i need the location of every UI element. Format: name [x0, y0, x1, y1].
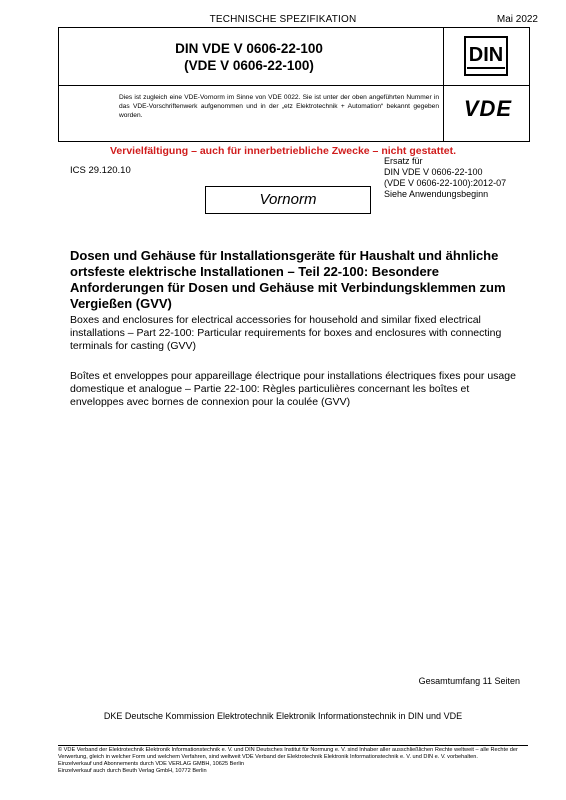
- header-box: [58, 27, 530, 142]
- din-logo: DIN: [464, 36, 508, 76]
- document-type-label: TECHNISCHE SPEZIFIKATION: [209, 14, 357, 25]
- total-pages: Gesamtumfang 11 Seiten: [418, 676, 520, 686]
- vde-notice: Dies ist zugleich eine VDE-Vornorm im Sinne von VDE 0022. Sie ist unter der oben angeführten Nummer in das VDE-Vorschriftenwerk aufgenommen und in der „etz Elektrotechnik + Automation“ bekannt gegeben worden.: [119, 94, 439, 119]
- sales-line: Einzelverkauf auch durch Beuth Verlag GmbH, 10772 Berlin: [58, 768, 207, 774]
- replacement-line: Ersatz für: [384, 156, 423, 166]
- copyright-footer: [58, 747, 528, 775]
- reproduction-notice: Vervielfältigung – auch für innerbetriebliche Zwecke – nicht gestattet.: [109, 145, 456, 157]
- standard-number: [119, 40, 379, 74]
- dke-line: DKE Deutsche Kommission Elektrotechnik Elektronik Informationstechnik in DIN und VDE: [103, 711, 463, 721]
- title-german: Dosen und Gehäuse für Installationsgeräte für Haushalt und ähnliche ortsfeste elektrische Installationen – Teil 22-100: Besondere Anforderungen für Dosen und Gehäuse mit Verbindungsklemmen zum Vergießen (GVV): [70, 248, 506, 311]
- doc-type-box: Vornorm: [205, 186, 371, 214]
- replacement-line: DIN VDE V 0606-22-100: [384, 167, 483, 177]
- publication-date: Mai 2022: [496, 14, 538, 25]
- title-french: Boîtes et enveloppes pour appareillage électrique pour installations électriques fixes pour usage domestique et analogue – Partie 22-100: Règles particulières concernant les boîtes et enveloppes avec bornes de connexion pour la coulée (GVV): [70, 370, 516, 408]
- copyright-text: © VDE Verband der Elektrotechnik Elektronik Informationstechnik e. V. und DIN Deutsches Institut für Normung e. V. sind Inhaber aller ausschließlichen Rechte weltweit – alle Rechte der Verwertung, gleich in welcher Form und welchem Verfahren, sind weltweit VDE Verband der Elektrotechnik Elektronik Informationstechnik e. V. und DIN e. V. vorbehalten.: [58, 747, 518, 760]
- sales-line: Einzelverkauf und Abonnements durch VDE VERLAG GMBH, 10625 Berlin: [58, 761, 244, 767]
- standard-number-line1: DIN VDE V 0606-22-100: [175, 41, 323, 56]
- replacement-line: Siehe Anwendungsbeginn: [384, 189, 489, 199]
- footer-divider: [58, 745, 528, 746]
- title-english: Boxes and enclosures for electrical accessories for household and similar fixed electrical installations – Part 22-100: Particular requirements for boxes and enclosures with connecting terminals for casting (GVV): [70, 314, 502, 352]
- replacement-info: [384, 156, 506, 200]
- ics-code: ICS 29.120.10: [70, 165, 131, 176]
- replacement-line: (VDE V 0606-22-100):2012-07: [384, 178, 507, 188]
- header-divider: [443, 28, 444, 141]
- standard-number-line2: (VDE V 0606-22-100): [184, 58, 314, 73]
- vde-logo: VDE: [463, 96, 513, 121]
